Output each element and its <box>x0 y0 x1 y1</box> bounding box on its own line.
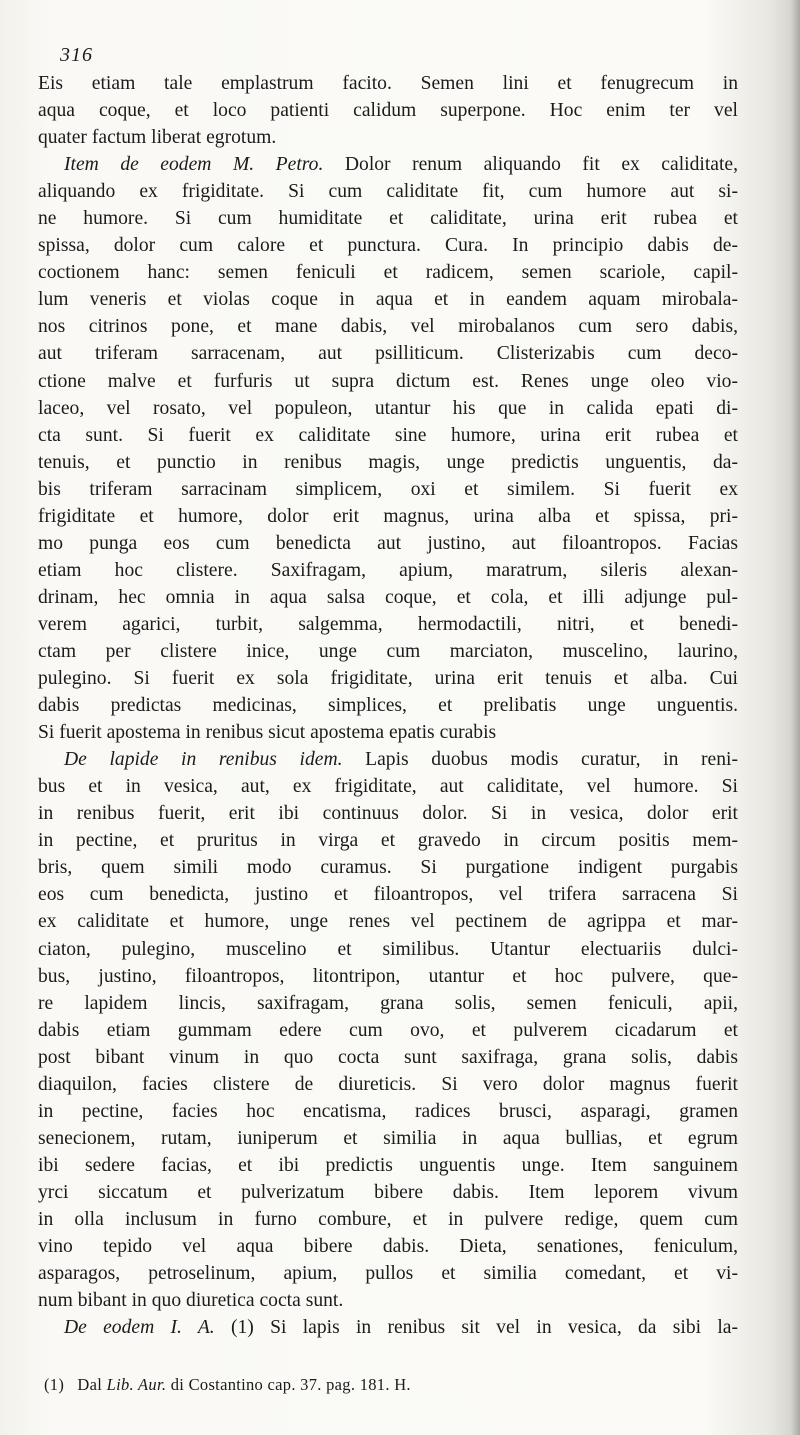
text-line: num bibant in quo diuretica cocta sunt. <box>38 1290 344 1312</box>
section-heading: De lapide in renibus idem. <box>64 749 343 771</box>
text-line: senecionem, rutam, iuniperum et similia in aqua bullias, et egrum <box>38 1127 738 1149</box>
text-line: in pectine, facies hoc encatisma, radices brusci, asparagi, gramen <box>38 1100 738 1122</box>
text-line: tenuis, et punctio in renibus magis, unge predictis unguentis, da- <box>38 451 738 473</box>
text-line: lum veneris et violas coque in aqua et in eandem aquam mirobala- <box>38 289 738 311</box>
text-line: dabis predictas medicinas, simplices, et prelibatis unge unguentis. <box>38 695 738 717</box>
section-text: (1) Si lapis in renibus sit vel in vesica, da sibi la- <box>214 1317 738 1339</box>
text-line: coctionem hanc: semen feniculi et radicem, semen scariole, capil- <box>38 262 738 284</box>
footnote-source: Lib. Aur. <box>106 1375 167 1394</box>
text-line: Si fuerit apostema in renibus sicut apostema epatis curabis <box>38 722 497 744</box>
footnote-text: Dal <box>77 1375 103 1394</box>
text-line <box>38 151 738 178</box>
text-line: yrci siccatum et pulverizatum bibere dabis. Item leporem vivum <box>38 1181 738 1203</box>
text-line: ctam per clistere inice, unge cum marciaton, muscelino, laurino, <box>38 640 738 662</box>
text-line: drinam, hec omnia in aqua salsa coque, et cola, et illi adjunge pul- <box>38 586 738 608</box>
text-line: spissa, dolor cum calore et punctura. Cura. In principio dabis de- <box>38 235 738 257</box>
text-line: quater factum liberat egrotum. <box>38 127 277 149</box>
page-number: 316 <box>60 44 93 66</box>
text-line: in pectine, et pruritus in virga et gravedo in circum positis mem- <box>38 830 738 852</box>
footnote-reference: di Costantino cap. 37. pag. 181. H. <box>170 1375 411 1394</box>
section-heading: Item de eodem M. Petro. <box>64 154 324 176</box>
text-line: ibi sedere facias, et ibi predictis unguentis unge. Item sanguinem <box>38 1154 738 1176</box>
text-line: ciaton, pulegino, muscelino et similibus. Utantur electuariis dulci- <box>38 938 738 960</box>
footnote-marker: (1) <box>44 1375 65 1394</box>
text-line: ne humore. Si cum humiditate et caliditate, urina erit rubea et <box>38 208 738 230</box>
text-line: aut triferam sarracenam, aut psilliticum. Clisterizabis cum deco- <box>38 343 738 365</box>
text-line: aliquando ex frigiditate. Si cum caliditate fit, cum humore aut si- <box>38 181 738 203</box>
text-line <box>38 746 738 773</box>
text-line: nos citrinos pone, et mane dabis, vel mirobalanos cum sero dabis, <box>38 316 738 338</box>
footnote <box>44 1375 724 1395</box>
section-text: Dolor renum aliquando fit ex caliditate, <box>323 154 739 176</box>
text-line: dabis etiam gummam edere cum ovo, et pulverem cicadarum et <box>38 1019 738 1041</box>
text-line: bis triferam sarracinam simplicem, oxi et similem. Si fuerit ex <box>38 478 738 500</box>
page-edge-shadow <box>790 0 800 1435</box>
section-text: Lapis duobus modis curatur, in reni- <box>342 749 738 771</box>
text-line: post bibant vinum in quo cocta sunt saxifraga, grana solis, dabis <box>38 1046 738 1068</box>
text-line: pulegino. Si fuerit ex sola frigiditate, urina erit tenuis et alba. Cui <box>38 668 738 690</box>
text-line: verem agarici, turbit, salgemma, hermodactili, nitri, et benedi- <box>38 613 738 635</box>
text-line: mo punga eos cum benedicta aut justino, aut filoantropos. Facias <box>38 532 738 554</box>
text-line: bris, quem simili modo curamus. Si purgatione indigent purgabis <box>38 857 738 879</box>
text-line: laceo, vel rosato, vel populeon, utantur his que in calida epati di- <box>38 397 738 419</box>
section-heading: De eodem I. A. <box>64 1317 215 1339</box>
text-line: cta sunt. Si fuerit ex caliditate sine humore, urina erit rubea et <box>38 424 738 446</box>
text-line: Eis etiam tale emplastrum facito. Semen lini et fenugrecum in <box>38 73 738 94</box>
text-line: aqua coque, et loco patienti calidum superpone. Hoc enim ter vel <box>38 100 738 122</box>
text-line <box>38 1314 738 1341</box>
text-line: eos cum benedicta, justino et filoantropos, vel trifera sarracena Si <box>38 884 738 906</box>
text-line: asparagos, petroselinum, apium, pullos et similia comedant, et vi- <box>38 1263 738 1285</box>
text-line: ex caliditate et humore, unge renes vel pectinem de agrippa et mar- <box>38 911 738 933</box>
text-line: re lapidem lincis, saxifragam, grana solis, semen feniculi, apii, <box>38 992 738 1014</box>
text-line: ctione malve et furfuris ut supra dictum est. Renes unge oleo vio- <box>38 370 738 392</box>
body-text <box>38 70 738 1341</box>
text-line: in renibus fuerit, erit ibi continuus dolor. Si in vesica, dolor erit <box>38 803 738 825</box>
text-line: in olla inclusum in furno combure, et in pulvere redige, quem cum <box>38 1208 738 1230</box>
text-line: frigiditate et humore, dolor erit magnus, urina alba et spissa, pri- <box>38 505 738 527</box>
text-line: diaquilon, facies clistere de diureticis. Si vero dolor magnus fuerit <box>38 1073 738 1095</box>
text-line: vino tepido vel aqua bibere dabis. Dieta, senationes, feniculum, <box>38 1236 738 1258</box>
text-line: bus, justino, filoantropos, litontripon, utantur et hoc pulvere, que- <box>38 965 738 987</box>
text-line: bus et in vesica, aut, ex frigiditate, aut caliditate, vel humore. Si <box>38 776 738 798</box>
text-line: etiam hoc clistere. Saxifragam, apium, maratrum, sileris alexan- <box>38 559 738 581</box>
